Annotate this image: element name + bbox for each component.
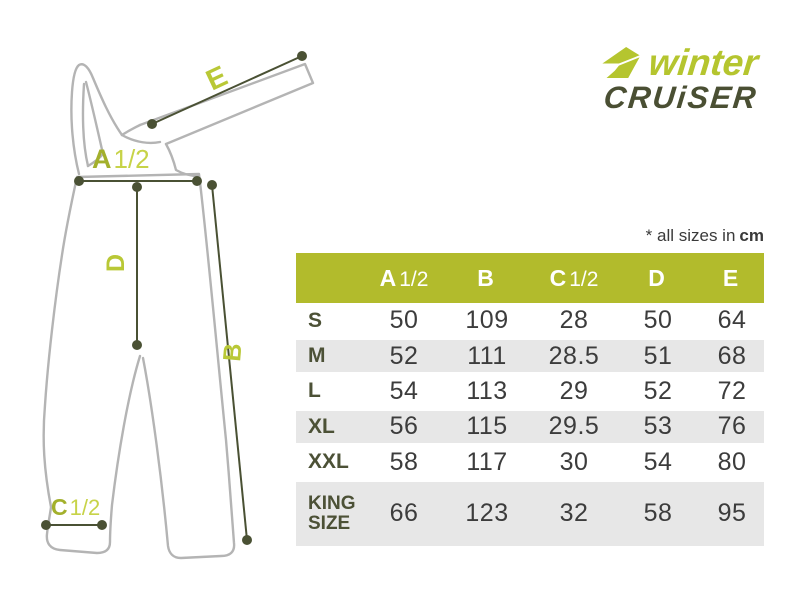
header-cell-e: E xyxy=(722,264,739,291)
value-cell: 109 xyxy=(465,306,509,335)
brand-word-winter: winter xyxy=(646,42,761,83)
value-cell: 29.5 xyxy=(548,412,600,441)
label-e: E xyxy=(201,60,233,98)
sizes-note xyxy=(646,226,764,246)
measurement-lines xyxy=(41,51,307,545)
value-cell: 32 xyxy=(559,499,589,528)
pants-diagram xyxy=(0,0,340,600)
sizes-note-text: * all sizes in xyxy=(645,226,736,245)
table-row xyxy=(296,338,764,373)
measure-dot xyxy=(97,520,107,530)
value-cell: 28 xyxy=(559,306,589,335)
value-cell: 64 xyxy=(717,306,747,335)
value-cell: 50 xyxy=(389,306,419,335)
left-strap-fold xyxy=(83,84,88,166)
measure-dot xyxy=(132,182,142,192)
header-cell-c: C 1/2 xyxy=(549,264,599,291)
value-cell: 52 xyxy=(389,341,419,370)
size-cell: XXL xyxy=(308,450,349,474)
header-cell-b: B xyxy=(477,264,494,291)
brand-word-cruiser: CRUiSER xyxy=(602,80,760,115)
value-cell: 113 xyxy=(466,376,508,405)
sizes-note-unit: cm xyxy=(739,226,764,245)
measure-dot xyxy=(147,119,157,129)
measure-dot xyxy=(207,180,217,190)
size-table xyxy=(296,253,764,548)
measure-dot xyxy=(192,176,202,186)
bib-top-edge xyxy=(122,135,160,143)
size-table-header xyxy=(296,253,764,303)
value-cell: 72 xyxy=(717,376,747,405)
table-row xyxy=(296,409,764,444)
strap-bib-joint xyxy=(122,125,140,135)
value-cell: 95 xyxy=(717,499,747,528)
value-cell: 53 xyxy=(643,412,673,441)
value-cell: 29 xyxy=(559,376,589,405)
measure-dot xyxy=(242,535,252,545)
table-row xyxy=(296,374,764,409)
measure-dot xyxy=(297,51,307,61)
value-cell: 51 xyxy=(643,341,673,370)
brand-logo xyxy=(602,42,761,115)
size-cell: L xyxy=(308,379,321,403)
value-cell: 123 xyxy=(465,499,509,528)
size-cell: S xyxy=(308,308,323,332)
size-cell: KING SIZE xyxy=(308,493,356,534)
label-b: B xyxy=(218,342,248,363)
header-cell-d: D xyxy=(648,264,665,291)
measure-dot xyxy=(74,176,84,186)
size-table-body xyxy=(296,303,764,548)
label-c: C1/2 xyxy=(51,494,101,520)
pants-outline xyxy=(44,64,313,558)
value-cell: 30 xyxy=(559,447,589,476)
value-cell: 68 xyxy=(717,341,747,370)
value-cell: 115 xyxy=(466,412,508,441)
dart-icon xyxy=(602,46,642,79)
value-cell: 117 xyxy=(466,447,508,476)
value-cell: 54 xyxy=(389,376,419,405)
measure-dot xyxy=(132,340,142,350)
right-strap-outline xyxy=(140,64,313,144)
measure-dot xyxy=(41,520,51,530)
table-row xyxy=(296,480,764,548)
value-cell: 66 xyxy=(389,499,419,528)
header-cell-a: A 1/2 xyxy=(379,264,429,291)
bib-right-edge xyxy=(166,144,198,176)
value-cell: 80 xyxy=(717,447,747,476)
value-cell: 58 xyxy=(389,447,419,476)
value-cell: 76 xyxy=(717,412,747,441)
value-cell: 56 xyxy=(389,412,419,441)
label-d: D xyxy=(102,253,130,273)
value-cell: 52 xyxy=(643,376,673,405)
value-cell: 58 xyxy=(643,499,673,528)
value-cell: 111 xyxy=(467,341,507,370)
value-cell: 54 xyxy=(643,447,673,476)
value-cell: 50 xyxy=(643,306,673,335)
table-row xyxy=(296,303,764,338)
value-cell: 28.5 xyxy=(548,341,600,370)
size-cell: M xyxy=(308,344,326,368)
table-row xyxy=(296,445,764,480)
label-a: A1/2 xyxy=(92,144,150,174)
diagram-labels xyxy=(51,60,248,520)
size-cell: XL xyxy=(308,414,335,438)
